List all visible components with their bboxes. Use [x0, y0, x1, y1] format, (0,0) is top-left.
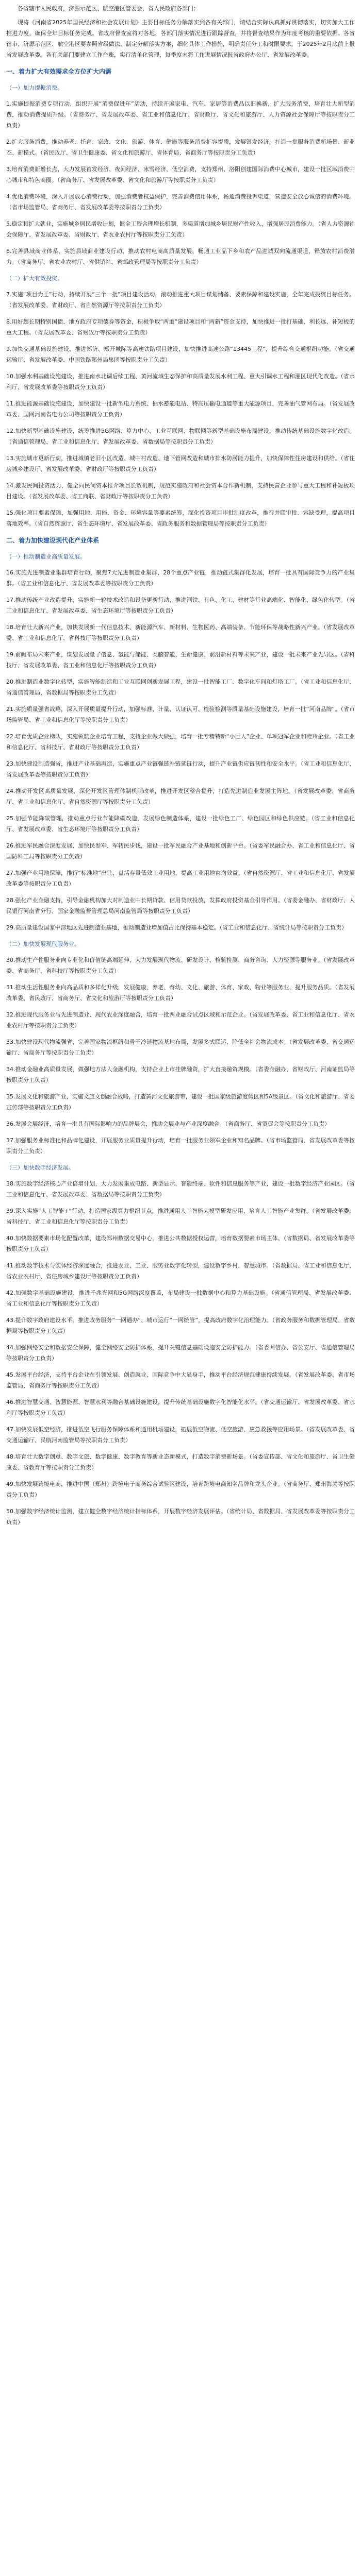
task-text: 37.加强服务业标准化和品牌化建设，开展服务业质量提升行动，培育一批服务业领军企业和知名品牌。	[6, 1137, 267, 1144]
task-item	[6, 289, 355, 311]
task-text: 1.实施提振消费专项行动，组织开展“消费促进年”活动，持续开展家电、汽车、家居等消费品以旧换新，扩大服务消费，培育壮大新型消费，推动消费提质升级。	[6, 100, 355, 118]
task-text: 31.推动生活性服务业向高品质和多样化升级，发展健康、养老、育幼、文化、旅游、体育、家政、物业等服务业，提升服务品质。	[6, 984, 335, 991]
subsection-title: （一）加力提振消费。	[6, 84, 63, 91]
task-text: 14.激发民间投资活力，健全向民间资本推介项目长效机制，规范实施政府和社会资本合作新机制，支持民营企业参与重大工程和补短板项目建设。	[6, 482, 355, 500]
task-departments: （省委宣传部、省文化和旅游厅、省卫生健康委、省教育厅等按职责分工负责）	[6, 1453, 355, 1471]
task-item	[6, 1009, 355, 1031]
task-item	[6, 840, 355, 862]
task-item	[6, 137, 355, 158]
task-departments: （省发展改革委、省财政厅等按职责分工负责）	[35, 329, 151, 336]
task-departments: （省统计局、省数据局、省发展改革委等按职责分工负责）	[6, 1508, 355, 1526]
task-departments: （省自然资源厅、省工业和信息化厅、省发展改革委等按职责分工负责）	[6, 870, 355, 887]
task-item	[6, 567, 355, 589]
task-departments: （省通信管理局、省发展改革委、省工业和信息化厅等按职责分工负责）	[6, 1290, 355, 1307]
task-departments: （省发展改革委、国网河南省电力公司等按职责分工负责）	[6, 400, 355, 418]
task-text: 10.加强水利基础设施建设，推进南水北调后续工程、黄河流域生态保护和高质量发展水利工程、重大引调水工程和灌区现代化改造。	[6, 373, 341, 380]
task-departments: （省交通运输厅、省发展改革委、中国铁路郑州局集团等按职责分工负责）	[6, 346, 355, 363]
task-item	[6, 922, 355, 933]
task-text: 49.加快发展跨境电商，推进中国（郑州）跨境电子商务综合试验区建设，培育跨境电商知名品牌和龙头企业。	[6, 1481, 284, 1487]
task-text: 25.加强节能降碳管理，推动重点行业节能降碳改造，发展绿色制造体系，建设一批绿色工厂、绿色园区和绿色供应链。	[6, 815, 311, 822]
task-item	[6, 218, 355, 240]
task-departments: （省发展改革委、省工业和信息化厅、省农业农村厅等按职责分工负责）	[6, 1011, 355, 1029]
task-departments: （省工业和信息化厅、省通信管理局、省数据局等按职责分工负责）	[6, 679, 355, 696]
task-departments: （省发展改革委、省科技厅、省工业和信息化厅等按职责分工负责）	[6, 1208, 355, 1225]
task-item	[6, 1135, 355, 1157]
task-departments: （省商务厅、省发展改革委、省工业和信息化厅、省财政厅、省文化和旅游厅、人力资源社会保障厅等按职责分工负责）	[6, 111, 355, 129]
subsection-title: （二）加快发展现代服务业。	[6, 941, 80, 947]
task-item	[6, 246, 355, 267]
task-departments: （省委金融办、省财政厅、人民银行河南省分行、国家金融监督管理总局河南监管局等按职责分工负责）	[6, 897, 355, 914]
task-item	[6, 1287, 355, 1309]
task-text: 34.推动金融业高质量发展，做强地方法人金融机构，支持企业上市挂牌融资，扩大直接融资规模。	[6, 1066, 255, 1073]
task-departments: （省工业和信息化厅、省发展改革委等按职责分工负责）	[6, 760, 355, 778]
task-item	[6, 1506, 355, 1528]
task-text: 39.深入实施“人工智能+”行动，打造国家级算力枢纽节点，推进通用人工智能大模型研发应用，培育人工智能产业集群。	[6, 1208, 312, 1214]
task-departments: （省委网信办、省公安厅、省通信管理局等按职责分工负责）	[6, 1344, 355, 1362]
task-item	[6, 1342, 355, 1364]
task-departments: （省发展改革委、省商务厅、省工业和信息化厅、省自然资源厅等按职责分工负责）	[6, 788, 355, 805]
task-item	[6, 1064, 355, 1086]
task-departments: （省自然资源厅、省生态环境厅、省发展改革委、省政务服务和数据管理局等按职责分工负责）	[35, 520, 270, 527]
task-item	[6, 895, 355, 917]
task-departments: （省发展改革委、省市场监管局、省商务厅等按职责分工负责）	[6, 1371, 355, 1389]
task-departments: （省发展改革委、省商务厅、省科技厅等按职责分工负责）	[6, 957, 355, 974]
task-text: 6.完善县域商业体系，实施县域商业建设行动，推动农村电商高质量发展，畅通工业品下乡和农产品进城双向流通渠道，释放农村消费潜力。	[6, 248, 355, 265]
task-item	[6, 868, 355, 889]
task-item	[6, 1315, 355, 1336]
task-text: 38.实施数字经济核心产业倍增计划，大力发展集成电路、新型显示、智能终端、软件和信息服务等产业，建设一批数字经济产业园区。	[6, 1180, 347, 1187]
task-text: 46.推进智慧交通、智慧能源、智慧水利等融合基础设施建设，提升传统基础设施数字化智能化水平。	[6, 1399, 261, 1405]
task-departments: （省交通运输厅、省发展改革委、省水利厅等按职责分工负责）	[6, 1399, 355, 1416]
task-departments: （省委军民融合办、省工业和信息化厅、省国防科工局等按职责分工负责）	[6, 842, 355, 860]
task-item	[6, 453, 355, 474]
task-departments: （省发展改革委、省工业和信息化厅、省科技厅等按职责分工负责）	[6, 624, 355, 641]
task-text: 3.培育消费新增长点，大力发展首发经济、夜间经济、冰雪经济、低空消费，支持郑州、洛阳创建国际消费中心城市，建设一批区域消费中心城市和特色商圈。	[6, 166, 355, 183]
task-departments: （省通信管理局、省工业和信息化厅、省发展改革委、省数据局等按职责分工负责）	[6, 438, 216, 445]
task-departments: （省市场监管局、省工业和信息化厅等按职责分工负责）	[6, 706, 355, 723]
task-departments: （省民政厅、省卫生健康委、省文化和旅游厅、省体育局、省商务厅等按职责分工负责）	[40, 149, 259, 156]
task-item	[6, 98, 355, 131]
task-item	[6, 344, 355, 365]
task-item	[6, 507, 355, 529]
task-text: 21.实施质量强省战略，深入开展质量提升行动，加强标准、计量、认证认可、检验检测等质量基础设施建设，培育一批“河南品牌”。	[6, 706, 341, 713]
task-departments: （省市场监管局、省商务厅、省发展改革委等按职责分工负责）	[6, 204, 165, 211]
task-item	[6, 649, 355, 671]
task-departments: （省发展改革委、省财政厅、省自然资源厅等按职责分工负责）	[6, 302, 165, 309]
task-text: 44.加强网络安全和数据安全保障，健全网络安全防护体系，提升关键信息基础设施安全防护能力。	[6, 1344, 255, 1351]
task-item	[6, 1451, 355, 1473]
task-item	[6, 1479, 355, 1500]
task-item	[6, 1424, 355, 1446]
task-departments: （省商务厅、省发展改革委、省文化和旅游厅等按职责分工负责）	[57, 177, 219, 183]
task-item	[6, 704, 355, 725]
task-departments: （省委金融办、省财政厅、河南证监局等按职责分工负责）	[6, 1066, 355, 1083]
task-item	[6, 1037, 355, 1058]
task-text: 8.用好超长期特别国债、地方政府专项债券等资金，积极争取“两重”建设项目和“两新”资金支持，加快推进一批打基础、利长远、补短板的重大工程。	[6, 318, 355, 336]
task-item	[6, 1118, 355, 1129]
task-text: 12.加快新型基础设施建设，统筹推进5G网络、算力中心、工业互联网、物联网等新型基础设施布局建设，推动传统基础设施数字化改造。	[6, 428, 355, 434]
task-text: 17.推动传统产业改造提升，实施新一轮技术改造和设备更新行动，推进钢铁、有色、化工、建材等行业高端化、智能化、绿色化转型。	[6, 597, 347, 603]
task-departments: （省市场监管局、省发展改革委等按职责分工负责）	[6, 1137, 355, 1155]
task-text: 28.强化产业金融支持，引导金融机构加大对制造业中长期贷款、信用贷款投放，发挥政府投资基金引导作用。	[6, 897, 284, 904]
task-text: 27.加强产业用地保障，推行“标准地”出让，盘活存量低效工业用地，提高工业用地亩均效益。	[6, 870, 244, 876]
task-departments: （省发展改革委、省交通运输厅、民航河南监管局等按职责分工负责）	[6, 1426, 355, 1444]
task-departments: （省住房城乡建设厅、省发展改革委、省财政厅等按职责分工负责）	[6, 455, 355, 472]
task-item	[6, 1397, 355, 1418]
section-title: 二、着力加快建设现代化产业体系	[6, 537, 100, 544]
task-text: 40.加快数据要素市场化配置改革，建设郑州数据交易中心，推进公共数据授权运营，培育数据要素市场主体。	[6, 1235, 284, 1242]
task-text: 43.提升数字政府建设水平，推进政务服务“一网通办”、城市运行“一网统管”，提高政府数字化治理能力。	[6, 1317, 272, 1324]
task-item	[6, 622, 355, 643]
task-item	[6, 1233, 355, 1255]
task-text: 42.加强数字基础设施建设，推进千兆光网和5G网络深度覆盖，布局建设一批数据中心和算力基础设施。	[6, 1290, 272, 1296]
task-item	[6, 813, 355, 835]
subsection-title: （二）扩大有效投资。	[6, 275, 63, 282]
task-text: 50.加强数字经济统计监测，建立健全数字经济统计指标体系，开展数字经济发展评估。	[6, 1508, 227, 1515]
task-text: 41.推动数字技术与实体经济深度融合，推进农业、工业、服务业数字化转型，建设数字乡村、智慧城市。	[6, 1262, 272, 1269]
task-departments: （省人力资源社会保障厅、省发展改革委、省财政厅、省农业农村厅等按职责分工负责）	[6, 221, 355, 238]
task-item	[6, 1206, 355, 1227]
task-departments: （省水利厅、省发展改革委等按职责分工负责）	[6, 373, 355, 391]
task-text: 47.加快发展低空经济，推进低空飞行服务保障体系和通用机场建设，拓展低空物流、低空旅游、应急救援等应用场景。	[6, 1426, 306, 1433]
task-departments: （省工业和信息化厅、省科技厅、省财政厅等按职责分工负责）	[6, 733, 355, 751]
task-item	[6, 164, 355, 185]
task-text: 48.培育壮大数字创意、数字文旅、数字健康、数字教育等新业态新模式，打造数字消费新场景。	[6, 1453, 250, 1460]
task-departments: （省数据局、省工业和信息化厅、省农业农村厅、省住房城乡建设厅等按职责分工负责）	[6, 1262, 355, 1280]
task-item	[6, 426, 355, 447]
task-departments: （省发展改革委、省民政厅、省商务厅、省文化和旅游厅等按职责分工负责）	[6, 984, 355, 1002]
task-item	[6, 480, 355, 502]
doc-intro: 现将《河南省2025年国民经济和社会发展计划》主要目标任务分解落实到各有关部门，请结合实际认真抓好贯彻落实，切实加大工作推进力度，确保全年目标任务完成。省政府督查室将对各地、各部门落实情况进行跟踪督查，并将督查结果作为年度考核的重要依据。各省辖市、济源示范区、航空港区要参照省级做法，制定分解落实方案，细化具体工作措施，明确责任分工和时限要求，于2025年2月底前上报省发展改革委。各有关部门要建立工作台账，实行清单化管理，每季度末将工作进展情况报省政府办公厅、省发展改革委。	[6, 19, 355, 58]
task-text: 4.优化消费环境，深入开展放心消费行动，加强消费者权益保护，完善消费信用体系，畅通消费投诉渠道，营造安全放心诚信的消费环境。	[6, 193, 355, 200]
task-departments: （省工业和信息化厅、省发展改革委、省数据局等按职责分工负责）	[6, 1180, 355, 1198]
task-text: 15.强化项目要素保障，加强用地、用能、资金、环境容量等要素统筹，深化投资项目审批制度改革，推行并联审批、容缺受理，提高项目落地效率。	[6, 510, 355, 527]
task-text: 13.实施城市更新行动，推进城镇老旧小区改造、城中村改造、地下管网改造和城市排水防涝能力提升，加快保障性住房建设和供给。	[6, 455, 341, 462]
subsection-title: （一）推动制造业高质量发展。	[6, 553, 86, 560]
task-item	[6, 1369, 355, 1391]
task-item	[6, 1178, 355, 1200]
doc-body	[6, 66, 355, 1528]
task-text: 26.推进军民融合深度发展，加快民参军、军转民步伐，建设一批军民融合产业基地和创新平台。	[6, 842, 250, 849]
task-text: 18.培育壮大新兴产业，加快发展新一代信息技术、新能源汽车、新材料、生物医药、高端装备、节能环保等战略性新兴产业。	[6, 624, 324, 631]
task-text: 24.推动开发区高质量发展，深化开发区管理体制机制改革，推进开发区整合提升，打造先进制造业发展主阵地。	[6, 788, 294, 794]
section-title: 一、着力扩大有效需求全方位扩大内需	[6, 68, 112, 75]
task-text: 19.前瞻布局未来产业，谋划发展量子信息、氢能与储能、类脑智能、生命健康、前沿新材料等未来产业，建设一批未来产业先导区。	[6, 651, 341, 658]
task-text: 9.加快交通基础设施建设，推进郑济、郑开城际等高速铁路项目建设，加快推进高速公路“13445工程”，提升综合交通枢纽功能。	[6, 346, 335, 352]
task-item	[6, 371, 355, 393]
task-departments: （省数据局、省发展改革委等按职责分工负责）	[6, 1235, 355, 1252]
task-departments: （省工业和信息化厅、省发展改革委、省生态环境厅等按职责分工负责）	[6, 815, 355, 833]
task-text: 2.扩大服务消费，推动养老、托育、家政、文化、旅游、体育、健康等服务消费扩容提质，发展银发经济，打造一批服务消费新场景、新业态、新模式。	[6, 139, 355, 156]
task-text: 22.培育优质企业梯队，实施领航企业培育工程，支持企业做大做强，培育一批专精特新“小巨人”企业、单项冠军企业和瞪羚企业。	[6, 733, 335, 740]
task-item	[6, 786, 355, 807]
task-item	[6, 676, 355, 698]
task-text: 5.稳定和扩大就业，实施城乡居民增收计划，健全工资合理增长机制，多渠道增加城乡居民财产性收入，增强居民消费能力。	[6, 221, 318, 227]
task-text: 16.实施先进制造业集群培育行动，聚焦7大先进制造业集群、28个重点产业链，推动链式集群化发展，培育一批具有国际竞争力的产业集群。	[6, 569, 355, 587]
task-item	[6, 398, 355, 420]
task-item	[6, 955, 355, 976]
task-text: 35.发展文化和旅游产业，实施文旅文创融合战略，打造黄河文化旅游带，建设一批国家级旅游度假区和5A级景区。	[6, 1093, 296, 1100]
task-text: 20.推进制造业数字化转型，实施智能制造和工业互联网创新发展工程，建设一批智能工厂、数字化车间和灯塔工厂。	[6, 679, 301, 685]
task-departments: （省科技厅、省发展改革委、省工业和信息化厅等按职责分工负责）	[6, 651, 355, 669]
task-departments: （省商务厅、郑州海关等按职责分工负责）	[6, 1481, 355, 1498]
task-item	[6, 191, 355, 213]
task-departments: （省工业和信息化厅、省发展改革委、省生态环境厅等按职责分工负责）	[6, 597, 355, 614]
task-text: 30.推动生产性服务业向专业化和价值链高端延伸，大力发展现代物流、研发设计、检验检测、商务咨询、人力资源等服务业。	[6, 957, 324, 963]
task-item	[6, 1091, 355, 1113]
task-text: 33.加快建设现代物流强省，完善国家物流枢纽和骨干冷链物流基地布局，发展多式联运，降低全社会物流成本。	[6, 1039, 289, 1045]
task-item	[6, 1260, 355, 1282]
task-text: 45.发展平台经济，支持平台企业在引领发展、创造就业、国际竞争中大显身手，推动平台经济规范健康持续发展。	[6, 1371, 295, 1378]
doc-prefix: 各省辖市人民政府，济源示范区、航空港区管委会，省人民政府各部门：	[18, 5, 199, 12]
task-text: 29.高质量建设国家中部地区先进制造业基地，推动制造业增加值占比保持基本稳定。	[6, 924, 220, 931]
subsection-title: （三）加快数字经济发展。	[6, 1164, 74, 1171]
task-item	[6, 982, 355, 1004]
task-text: 32.推进现代服务业与先进制造业、现代农业深度融合，培育一批两业融合试点区域和示范企业。	[6, 1011, 250, 1018]
task-text: 23.加快建设制造强省，推进产业基础再造，实施重点产业链强链补链延链行动，提升产业链供应链韧性和安全水平。	[6, 760, 301, 767]
task-departments: （省商务厅、省贸促会等按职责分工负责）	[225, 1121, 330, 1127]
task-item	[6, 316, 355, 338]
task-departments: （省工业和信息化厅、省发展改革委等按职责分工负责）	[18, 580, 157, 587]
task-departments: （省政务服务和数据管理局、省数据局等按职责分工负责）	[6, 1317, 355, 1334]
task-text: 7.实施“项目为王”行动，持续开展“三个一批”项目建设活动，滚动推进重大项目谋划储备、要素保障和建设实施，全年完成投资目标任务。	[6, 291, 355, 298]
task-departments: （省发展改革委、省交通运输厅、省商务厅等按职责分工负责）	[6, 1039, 355, 1056]
task-item	[6, 758, 355, 780]
task-departments: （省工业和信息化厅、省统计局等按职责分工负责）	[219, 924, 347, 931]
task-item	[6, 731, 355, 753]
task-departments: （省文化和旅游厅、省委宣传部等按职责分工负责）	[6, 1093, 355, 1111]
task-item	[6, 595, 355, 616]
task-text: 36.发展会展经济，培育一批具有国际影响力的品牌展会，推动会展业与产业深度融合。	[6, 1121, 225, 1127]
task-text: 11.推进能源基础设施建设，加快建设一批新型电力系统、抽水蓄能电站、特高压输电通道等重大能源项目，完善油气管网布局。	[6, 400, 330, 407]
task-departments: （省商务厅、省农业农村厅、省供销社、省邮政管理局等按职责分工负责）	[18, 259, 202, 265]
task-departments: （省发展改革委、省工商联、省财政厅等按职责分工负责）	[29, 493, 174, 500]
